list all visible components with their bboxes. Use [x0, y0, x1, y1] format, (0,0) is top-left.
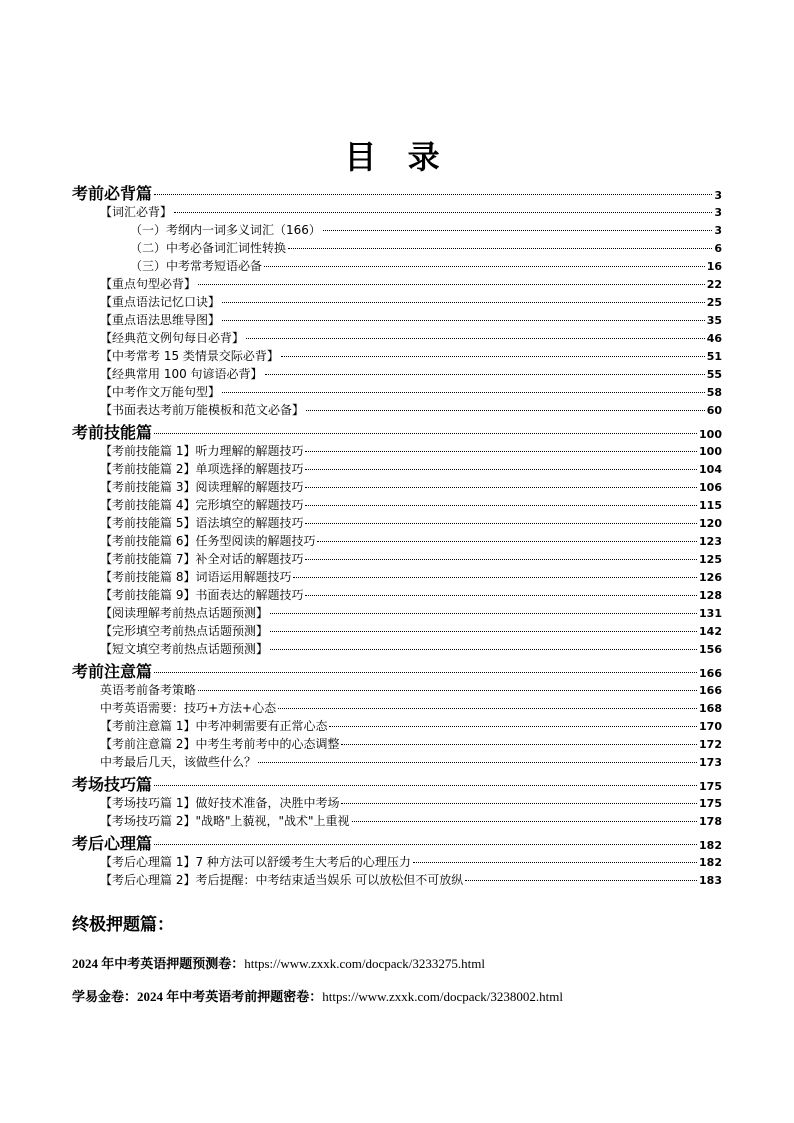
toc-page-number: 128 — [699, 589, 722, 602]
toc-entry[interactable] — [72, 622, 722, 640]
toc-entry[interactable] — [72, 478, 722, 496]
toc-leader-dots — [222, 302, 705, 303]
toc-leader-dots — [222, 392, 705, 393]
toc-entry[interactable] — [72, 871, 722, 889]
toc-page-number: 6 — [714, 242, 722, 255]
toc-page-number: 178 — [699, 815, 722, 828]
toc-leader-dots — [341, 803, 697, 804]
toc-leader-dots — [305, 505, 697, 506]
toc-leader-dots — [258, 762, 697, 763]
toc-entry[interactable] — [72, 275, 722, 293]
toc-entry[interactable] — [72, 347, 722, 365]
toc-page-number: 3 — [714, 189, 722, 202]
toc-leader-dots — [198, 690, 697, 691]
toc-page-number: 35 — [706, 314, 722, 327]
toc-page-number: 142 — [699, 625, 722, 638]
toc-leader-dots — [293, 577, 697, 578]
toc-leader-dots — [317, 541, 697, 542]
toc-page-number: 22 — [706, 278, 722, 291]
toc-page-number: 175 — [699, 780, 722, 793]
toc-entry-label: 考场技巧篇 — [72, 775, 153, 794]
toc-entry-label: 【考前注意篇 2】中考生考前考中的心态调整 — [100, 737, 340, 751]
toc-entry-label: 【重点句型必背】 — [100, 277, 197, 291]
toc-leader-dots — [154, 433, 697, 434]
toc-entry-label: 【考前技能篇 4】完形填空的解题技巧 — [100, 498, 304, 512]
toc-page-number: 100 — [699, 445, 722, 458]
toc-page-number: 106 — [699, 481, 722, 494]
final-link-url[interactable]: https://www.zxxk.com/docpack/3233275.html — [244, 956, 485, 971]
toc-leader-dots — [154, 194, 712, 195]
toc-entry[interactable] — [72, 568, 722, 586]
toc-page-number: 170 — [699, 720, 722, 733]
toc-leader-dots — [352, 821, 698, 822]
toc-page-number: 16 — [706, 260, 722, 273]
toc-entry[interactable] — [72, 699, 722, 717]
toc-entry-label: 中考英语需要：技巧+方法+心态 — [100, 701, 277, 715]
toc-leader-dots — [281, 356, 705, 357]
toc-entry-label: 【中考作文万能句型】 — [100, 385, 221, 399]
toc-section-entry[interactable] — [72, 772, 722, 794]
toc-page-number: 123 — [699, 535, 722, 548]
toc-leader-dots — [246, 338, 705, 339]
toc-entry-label: 【考前技能篇 1】听力理解的解题技巧 — [100, 444, 304, 458]
toc-entry-label: 【考前技能篇 6】任务型阅读的解题技巧 — [100, 534, 316, 548]
final-link-label: 2024 年中考英语押题预测卷： — [72, 956, 245, 971]
toc-page-number: 182 — [699, 856, 722, 869]
final-heading: 终极押题篇： — [72, 915, 174, 935]
toc-entry-label: 【考后心理篇 2】考后提醒：中考结束适当娱乐 可以放松但不可放纵 — [100, 873, 464, 887]
toc-entry-label: 英语考前备考策略 — [100, 683, 197, 697]
toc-leader-dots — [465, 880, 697, 881]
toc-entry-label: 【考前注意篇 1】中考冲刺需要有正常心态 — [100, 719, 328, 733]
toc-entry-label: （三）中考常考短语必备 — [130, 259, 263, 273]
toc-page-number: 183 — [699, 874, 722, 887]
toc-entry-label: 【短文填空考前热点话题预测】 — [100, 642, 269, 656]
toc-section-entry[interactable] — [72, 181, 722, 203]
toc-entry[interactable] — [72, 753, 722, 771]
toc-entry[interactable] — [72, 717, 722, 735]
toc-page-number: 131 — [699, 607, 722, 620]
toc-page-number: 120 — [699, 517, 722, 530]
toc-entry-label: 【考场技巧篇 1】做好技术准备，决胜中考场 — [100, 796, 340, 810]
toc-leader-dots — [174, 212, 712, 213]
toc-page-number: 125 — [699, 553, 722, 566]
toc-entry-label: 【经典范文例句每日必背】 — [100, 331, 245, 345]
toc-leader-dots — [222, 320, 705, 321]
toc-entry[interactable] — [72, 442, 722, 460]
toc-page-number: 175 — [699, 797, 722, 810]
toc-entry-label: 考前注意篇 — [72, 662, 153, 681]
toc-page-number: 166 — [699, 684, 722, 697]
toc-entry[interactable] — [72, 812, 722, 830]
toc-entry-label: 【考前技能篇 2】单项选择的解题技巧 — [100, 462, 304, 476]
toc-leader-dots — [198, 284, 705, 285]
toc-entry-label: 【经典常用 100 句谚语必背】 — [100, 367, 263, 381]
toc-entry[interactable] — [72, 293, 722, 311]
toc-entry-label: 【考后心理篇 1】7 种方法可以舒缓考生大考后的心理压力 — [100, 855, 411, 869]
toc-entry[interactable] — [72, 794, 722, 812]
toc-page-number: 172 — [699, 738, 722, 751]
toc-entry-label: 考后心理篇 — [72, 834, 153, 853]
toc-page-number: 166 — [699, 667, 722, 680]
toc-entry[interactable] — [72, 257, 722, 275]
toc-entry[interactable] — [72, 221, 722, 239]
toc-entry-label: 【考前技能篇 5】语法填空的解题技巧 — [100, 516, 304, 530]
toc-leader-dots — [305, 451, 697, 452]
toc-entry-label: 考前必背篇 — [72, 184, 153, 203]
toc-leader-dots — [288, 248, 712, 249]
toc-entry[interactable] — [72, 550, 722, 568]
toc-entry-label: 【考前技能篇 8】词语运用解题技巧 — [100, 570, 292, 584]
toc-page-number: 60 — [706, 404, 722, 417]
toc-page-number: 182 — [699, 839, 722, 852]
page-title: 目 录 — [344, 138, 450, 176]
toc-entry[interactable] — [72, 496, 722, 514]
toc-page-number: 104 — [699, 463, 722, 476]
toc-leader-dots — [270, 649, 697, 650]
toc-page-number: 126 — [699, 571, 722, 584]
toc-page-number: 173 — [699, 756, 722, 769]
toc-leader-dots — [270, 613, 697, 614]
toc-page-number: 46 — [706, 332, 722, 345]
toc-leader-dots — [329, 726, 697, 727]
toc-entry[interactable] — [72, 329, 722, 347]
toc-entry-label: 【考前技能篇 3】阅读理解的解题技巧 — [100, 480, 304, 494]
toc-entry-label: 【考前技能篇 7】补全对话的解题技巧 — [100, 552, 304, 566]
toc-entry[interactable] — [72, 311, 722, 329]
toc-page-number: 25 — [706, 296, 722, 309]
toc-leader-dots — [154, 785, 697, 786]
toc-leader-dots — [265, 374, 705, 375]
toc-entry-label: （二）中考必备词汇词性转换 — [130, 241, 287, 255]
toc-entry[interactable] — [72, 681, 722, 699]
toc-leader-dots — [306, 410, 705, 411]
toc-section-entry[interactable] — [72, 831, 722, 853]
final-link-url[interactable]: https://www.zxxk.com/docpack/3238002.html — [322, 989, 563, 1004]
toc-entry[interactable] — [72, 514, 722, 532]
toc-entry-label: 【阅读理解考前热点话题预测】 — [100, 606, 269, 620]
toc-leader-dots — [264, 266, 705, 267]
toc-leader-dots — [154, 844, 697, 845]
final-section — [72, 910, 732, 1019]
toc-page-number: 55 — [706, 368, 722, 381]
toc-entry-label: 【完形填空考前热点话题预测】 — [100, 624, 269, 638]
toc-entry[interactable] — [72, 239, 722, 257]
toc-entry[interactable] — [72, 604, 722, 622]
toc-entry[interactable] — [72, 586, 722, 604]
toc-entry[interactable] — [72, 203, 722, 221]
toc-entry-label: 【中考常考 15 类情景交际必背】 — [100, 349, 279, 363]
final-link-1[interactable] — [72, 953, 732, 972]
toc-entry-label: 【考前技能篇 9】书面表达的解题技巧 — [100, 588, 304, 602]
toc-entry[interactable] — [72, 401, 722, 419]
toc-leader-dots — [413, 862, 697, 863]
toc-entry-label: 【重点语法思维导图】 — [100, 313, 221, 327]
toc-leader-dots — [278, 708, 697, 709]
toc-entry-label: 【书面表达考前万能模板和范文必备】 — [100, 403, 305, 417]
final-link-label: 学易金卷：2024 年中考英语考前押题密卷： — [72, 989, 323, 1004]
toc-entry-label: 【考场技巧篇 2】"战略"上藐视，"战术"上重视 — [100, 814, 350, 828]
toc-page-number: 156 — [699, 643, 722, 656]
toc-entry-label: 考前技能篇 — [72, 423, 153, 442]
toc-leader-dots — [305, 559, 697, 560]
toc-entry[interactable] — [72, 735, 722, 753]
toc-entry-label: 中考最后几天，该做些什么？ — [100, 755, 257, 769]
toc-leader-dots — [154, 672, 697, 673]
toc-entry[interactable] — [72, 640, 722, 658]
toc-page-number: 3 — [714, 206, 722, 219]
toc-entry-label: 【重点语法记忆口诀】 — [100, 295, 221, 309]
toc-page-number: 58 — [706, 386, 722, 399]
toc-section-entry[interactable] — [72, 420, 722, 442]
toc-entry-label: （一）考纲内一词多义词汇（166） — [130, 223, 321, 237]
table-of-contents — [72, 180, 722, 889]
toc-leader-dots — [305, 523, 697, 524]
final-link-2[interactable] — [72, 986, 732, 1005]
toc-entry[interactable] — [72, 532, 722, 550]
toc-entry[interactable] — [72, 460, 722, 478]
toc-entry[interactable] — [72, 853, 722, 871]
toc-page-number: 100 — [699, 428, 722, 441]
toc-page-number: 115 — [699, 499, 722, 512]
toc-page-number: 51 — [706, 350, 722, 363]
toc-section-entry[interactable] — [72, 659, 722, 681]
toc-leader-dots — [270, 631, 697, 632]
toc-leader-dots — [323, 230, 712, 231]
toc-entry-label: 【词汇必背】 — [100, 205, 173, 219]
toc-page-number: 168 — [699, 702, 722, 715]
toc-entry[interactable] — [72, 365, 722, 383]
toc-leader-dots — [341, 744, 697, 745]
toc-leader-dots — [305, 469, 697, 470]
toc-leader-dots — [305, 595, 697, 596]
toc-entry[interactable] — [72, 383, 722, 401]
toc-leader-dots — [305, 487, 697, 488]
toc-page-number: 3 — [714, 224, 722, 237]
